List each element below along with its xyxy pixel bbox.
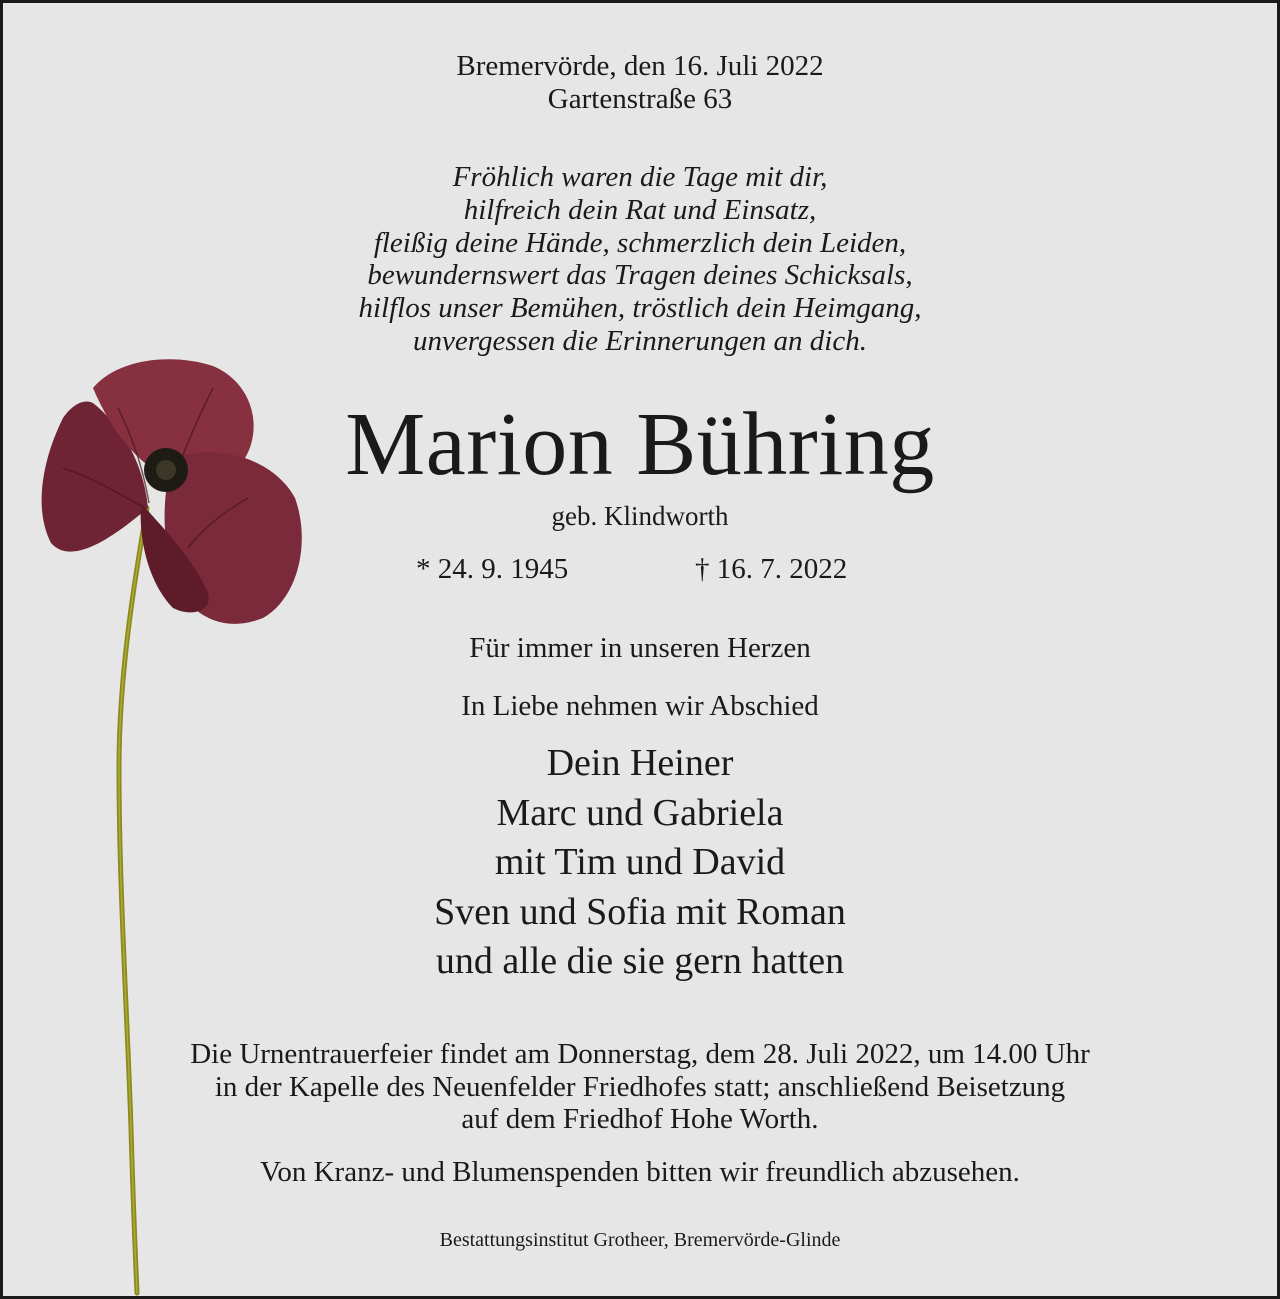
mourner-line: Sven und Sofia mit Roman bbox=[434, 890, 846, 933]
poem bbox=[3, 161, 1277, 358]
address: Gartenstraße 63 bbox=[547, 83, 733, 115]
poem-line: Fröhlich waren die Tage mit dir, bbox=[452, 161, 828, 193]
deceased-name: Marion Bühring bbox=[345, 395, 935, 494]
poem-line: fleißig deine Hände, schmerzlich dein Leiden, bbox=[373, 226, 907, 259]
mourners bbox=[3, 739, 1277, 987]
mourner-line: Marc und Gabriela bbox=[496, 791, 784, 834]
mourner-line: und alle die sie gern hatten bbox=[435, 940, 845, 982]
farewell: In Liebe nehmen wir Abschied bbox=[461, 690, 819, 722]
place-date: Bremervörde, den 16. Juli 2022 bbox=[456, 50, 824, 82]
undertaker: Bestattungsinstitut Grotheer, Bremervörde-Glinde bbox=[439, 1229, 841, 1251]
service-line: Die Urnentrauerfeier findet am Donnerstag, dem 28. Juli 2022, um 14.00 Uhr bbox=[190, 1038, 1090, 1070]
death-date: † 16. 7. 2022 bbox=[695, 553, 848, 585]
poem-line: hilfreich dein Rat und Einsatz, bbox=[463, 193, 817, 226]
mourner-line: Dein Heiner bbox=[546, 742, 734, 784]
poem-line: unvergessen die Erinnerungen an dich. bbox=[413, 324, 867, 357]
mourner-line: mit Tim und David bbox=[494, 841, 786, 883]
service-line: auf dem Friedhof Hohe Worth. bbox=[461, 1103, 819, 1135]
no-wreaths-note: Von Kranz- und Blumenspenden bitten wir freundlich abzusehen. bbox=[260, 1156, 1020, 1188]
poem-line: bewundernswert das Tragen deines Schicksals, bbox=[367, 259, 913, 292]
motto: Für immer in unseren Herzen bbox=[469, 632, 811, 664]
birth-date: * 24. 9. 1945 bbox=[416, 553, 569, 585]
header bbox=[3, 50, 1277, 116]
service-info bbox=[3, 1038, 1277, 1136]
poem-line: hilflos unser Bemühen, tröstlich dein Heimgang, bbox=[358, 292, 922, 325]
service-line: in der Kapelle des Neuenfelder Friedhofes statt; anschließend Beisetzung bbox=[214, 1070, 1066, 1103]
maiden-name: geb. Klindworth bbox=[551, 501, 729, 531]
